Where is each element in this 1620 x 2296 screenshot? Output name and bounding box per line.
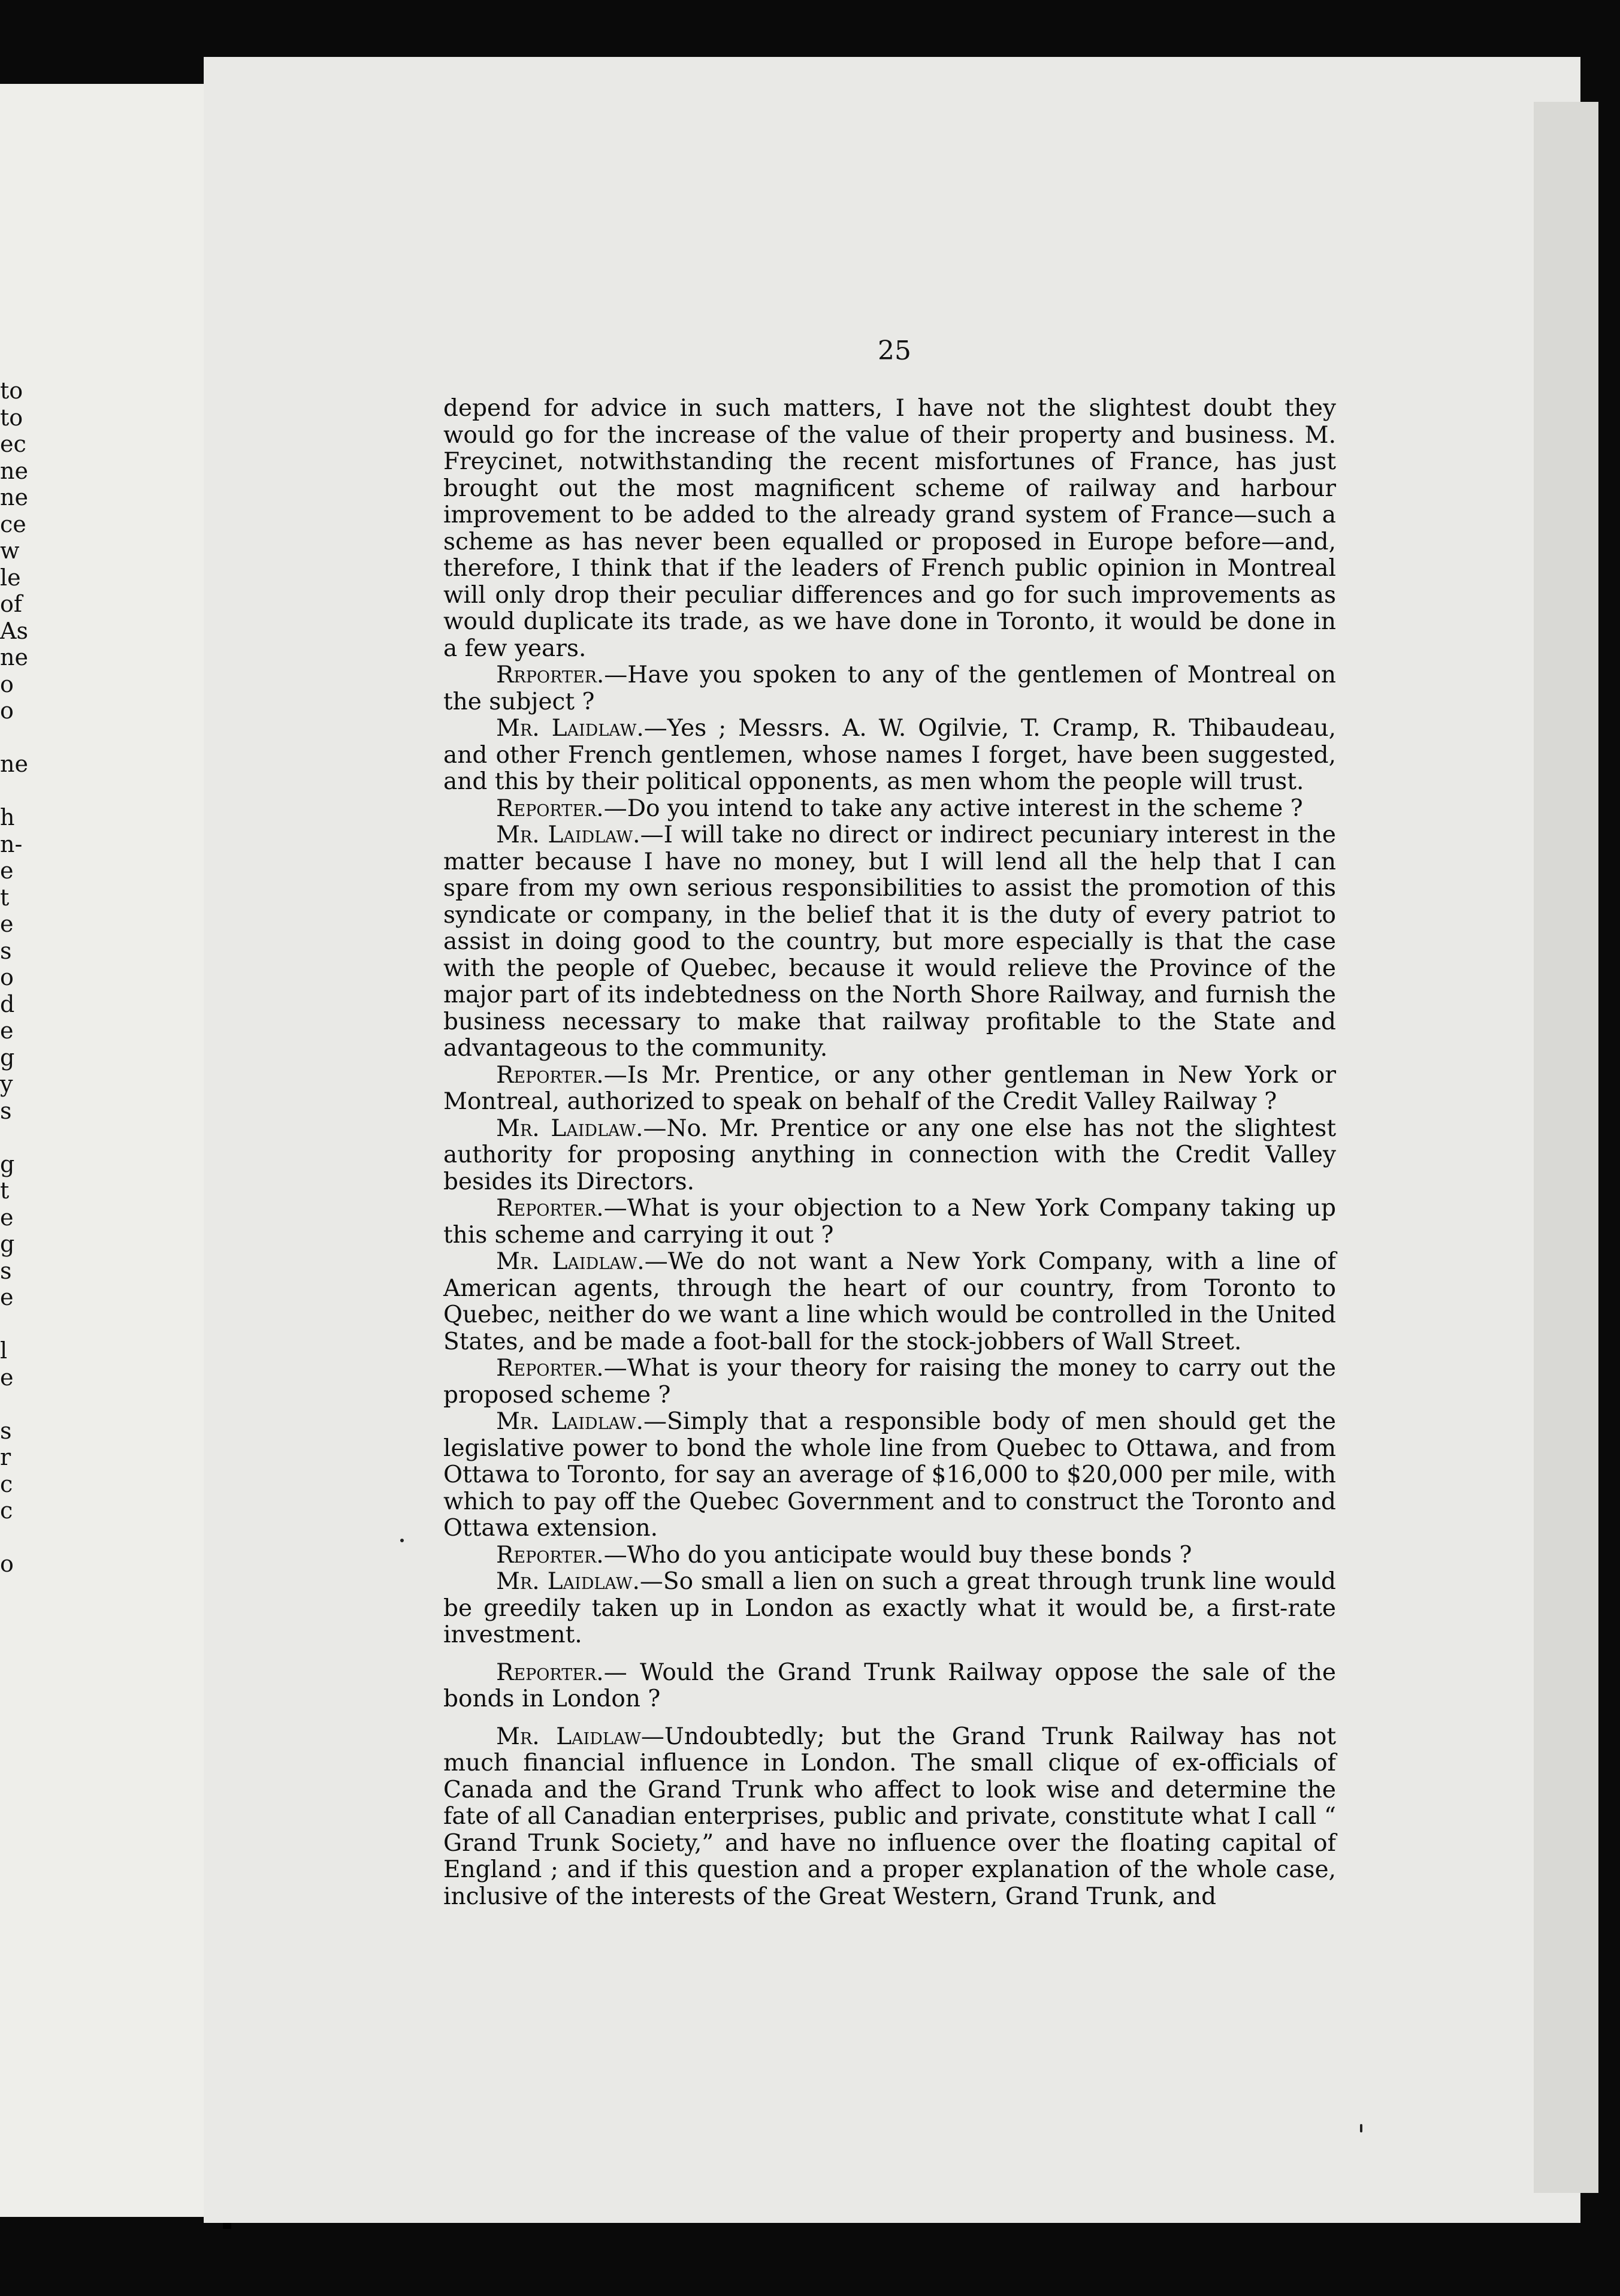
margin-fragment: l xyxy=(0,1337,8,1364)
paragraph xyxy=(443,1062,1336,1116)
paragraph-text: —So small a lien on such a great through trunk line would be greedily taken up in London as exactly what it would be, a first-rate investment. xyxy=(443,1568,1336,1648)
margin-fragment: d xyxy=(0,990,15,1017)
margin-fragment: e xyxy=(0,1284,14,1310)
margin-fragment: t xyxy=(0,1177,10,1204)
paragraph xyxy=(443,715,1336,796)
paragraph-text: —What is your theory for raising the money to carry out the proposed scheme ? xyxy=(443,1355,1336,1409)
paragraph xyxy=(443,1116,1336,1196)
speaker-label: Mr. Laidlaw xyxy=(496,1723,641,1750)
margin-fragment: ne xyxy=(0,484,28,510)
speaker-label: Reporter. xyxy=(496,1658,604,1686)
margin-fragment: e xyxy=(0,1204,14,1231)
speaker-label: Reporter. xyxy=(496,1355,604,1382)
margin-fragment: c xyxy=(0,1470,13,1497)
margin-fragment: ne xyxy=(0,644,28,670)
margin-fragment: n- xyxy=(0,830,23,857)
margin-fragment: ne xyxy=(0,751,28,777)
speaker-label: Mr. Laidlaw. xyxy=(496,821,640,848)
margin-fragment: g xyxy=(0,1150,15,1177)
margin-fragment: ec xyxy=(0,431,26,457)
ink-speck xyxy=(1360,2124,1362,2132)
paragraph-text: —Is Mr. Prentice, or any other gentleman in New York or Montreal, authorized to speak on behalf of the Credit Valley Railway ? xyxy=(443,1061,1336,1115)
paragraph-text: —What is your objection to a New York Company taking up this scheme and carrying it out ? xyxy=(443,1195,1336,1249)
margin-fragment: c xyxy=(0,1497,13,1524)
margin-fragment: y xyxy=(0,1071,13,1097)
margin-fragment: o xyxy=(0,1551,14,1577)
margin-fragment: g xyxy=(0,1231,15,1257)
page-edge-shadow xyxy=(1534,102,1598,2193)
margin-fragment: o xyxy=(0,964,14,990)
paragraph-text: depend for advice in such matters, I have not the slightest doubt they would go for the increase of the value of their property and business. M. Freycinet, notwithstanding the recent misfortunes of France, has just brought out the most magnificent scheme of railway and harbour improvement to be added to the already grand system of France—such a scheme as has never been equalled or proposed in Europe before—and, therefore, I think that if the leaders of French public opinion in Montreal will only drop their peculiar differences and go for such improvements as would duplicate its trade, as we have done in Toronto, it would be done in a few years. xyxy=(443,395,1336,662)
paragraph xyxy=(443,662,1336,715)
facing-page xyxy=(0,84,223,2217)
paragraph xyxy=(443,1542,1336,1569)
speaker-label: Rrporter. xyxy=(496,661,605,688)
speaker-label: Mr. Laidlaw. xyxy=(496,1248,645,1275)
speaker-label: Mr. Laidlaw. xyxy=(496,1568,640,1595)
paragraph-text: —Do you intend to take any active interest in the scheme ? xyxy=(603,794,1303,822)
speaker-label: Reporter. xyxy=(496,794,604,822)
margin-fragment: As xyxy=(0,617,28,644)
page-number: 25 xyxy=(878,336,911,366)
speaker-label: Reporter. xyxy=(496,1541,604,1569)
paragraph xyxy=(443,1249,1336,1355)
paragraph-text: —Have you spoken to any of the gentlemen of Montreal on the subject ? xyxy=(443,661,1336,715)
margin-fragment xyxy=(0,1311,23,1338)
margin-fragment: r xyxy=(0,1444,11,1470)
margin-fragment: o xyxy=(0,670,14,697)
margin-fragment: s xyxy=(0,937,12,964)
margin-fragment: e xyxy=(0,911,14,937)
margin-fragment: w xyxy=(0,537,20,564)
paragraph xyxy=(443,822,1336,1062)
margin-fragment xyxy=(0,724,23,751)
margin-fragment xyxy=(0,1124,23,1151)
paragraph xyxy=(443,395,1336,662)
speaker-label: Mr. Laidlaw. xyxy=(496,715,644,742)
paragraph-text: —Undoubtedly; but the Grand Trunk Railway has not much financial influence in London. The small clique of ex-officials of Canada and the Grand Trunk who affect to look wise and determine the fate of all Canadian enterprises, public and private, constitute what I call “ Grand Trunk Society,” and have no influence over the floating capital of England ; and if this question and a proper explanation of the whole case, inclusive of the interests of the Great Western, Grand Trunk, and xyxy=(443,1723,1336,1910)
paragraph-text: —No. Mr. Prentice or any one else has not the slightest authority for proposing anything in connection with the Credit Valley besides its Directors. xyxy=(443,1114,1336,1195)
paragraph-text: —I will take no direct or indirect pecuniary interest in the matter because I have no money, but I will lend all the help that I can spare from my own serious responsibilities to assist the promotion of this syndicate or company, in the belief that it is the duty of every patriot to assist in doing good to the country, but more especially is that the case with the people of Quebec, because it would relieve the Province of the major part of its indebtedness on the North Shore Railway, and furnish the business necessary to make that railway profitable to the State and advantageous to the community. xyxy=(443,821,1337,1062)
margin-fragment: ce xyxy=(0,510,26,537)
margin-fragment: to xyxy=(0,404,23,431)
speaker-label: Mr. Laidlaw. xyxy=(496,1114,643,1142)
body-text xyxy=(443,395,1336,1910)
margin-fragment: to xyxy=(0,377,23,404)
margin-fragment: le xyxy=(0,564,21,591)
margin-fragment: e xyxy=(0,857,14,884)
margin-fragment xyxy=(0,1604,23,1631)
paragraph xyxy=(443,1195,1336,1249)
paragraph xyxy=(443,1660,1336,1713)
paragraph xyxy=(443,796,1336,823)
margin-fragment xyxy=(0,1578,23,1605)
margin-fragment: e xyxy=(0,1017,14,1044)
paragraph-text: —Simply that a responsible body of men should get the legislative power to bond the whole line from Quebec to Ottawa, and from Ottawa to Toronto, for say an average of $16,000 to $20,000 per mile, with which to pay off the Quebec Government and to construct the Toronto and Ottawa extension. xyxy=(443,1408,1336,1542)
speaker-label: Reporter. xyxy=(496,1195,604,1222)
margin-fragment: ne xyxy=(0,457,28,484)
margin-fragment: o xyxy=(0,697,14,724)
margin-fragment: s xyxy=(0,1257,12,1284)
paragraph-text: —Yes ; Messrs. A. W. Ogilvie, T. Cramp, R. Thibaudeau, and other French gentlemen, whose names I forget, have been suggested, and this by their political opponents, as men whom the people will trust. xyxy=(443,715,1336,795)
paragraph xyxy=(443,1569,1336,1649)
margin-fragment: of xyxy=(0,591,22,617)
ink-speck xyxy=(400,1539,404,1542)
margin-fragment: h xyxy=(0,804,15,830)
paragraph-text: — Would the Grand Trunk Railway oppose the sale of the bonds in London ? xyxy=(443,1658,1336,1712)
margin-fragment: s xyxy=(0,1417,12,1444)
margin-fragment: s xyxy=(0,1097,12,1124)
paragraph xyxy=(443,1724,1336,1911)
margin-fragment: e xyxy=(0,1364,14,1391)
speaker-label: Mr. Laidlaw. xyxy=(496,1408,644,1435)
margin-fragment xyxy=(0,1391,23,1418)
margin-fragment xyxy=(0,1524,23,1551)
margin-fragment: g xyxy=(0,1044,15,1071)
paragraph-text: —Who do you anticipate would buy these bonds ? xyxy=(603,1541,1192,1569)
facing-page-margin-text xyxy=(0,377,28,1631)
speaker-label: Reporter. xyxy=(496,1061,604,1089)
margin-fragment xyxy=(0,778,23,805)
margin-fragment: t xyxy=(0,884,10,911)
paragraph-text: —We do not want a New York Company, with a line of American agents, through the heart of our country, from Toronto to Quebec, neither do we want a line which would be controlled in the United States, and be made a foot-ball for the stock-jobbers of Wall Street. xyxy=(443,1248,1336,1355)
paragraph xyxy=(443,1409,1336,1542)
paragraph xyxy=(443,1355,1336,1409)
